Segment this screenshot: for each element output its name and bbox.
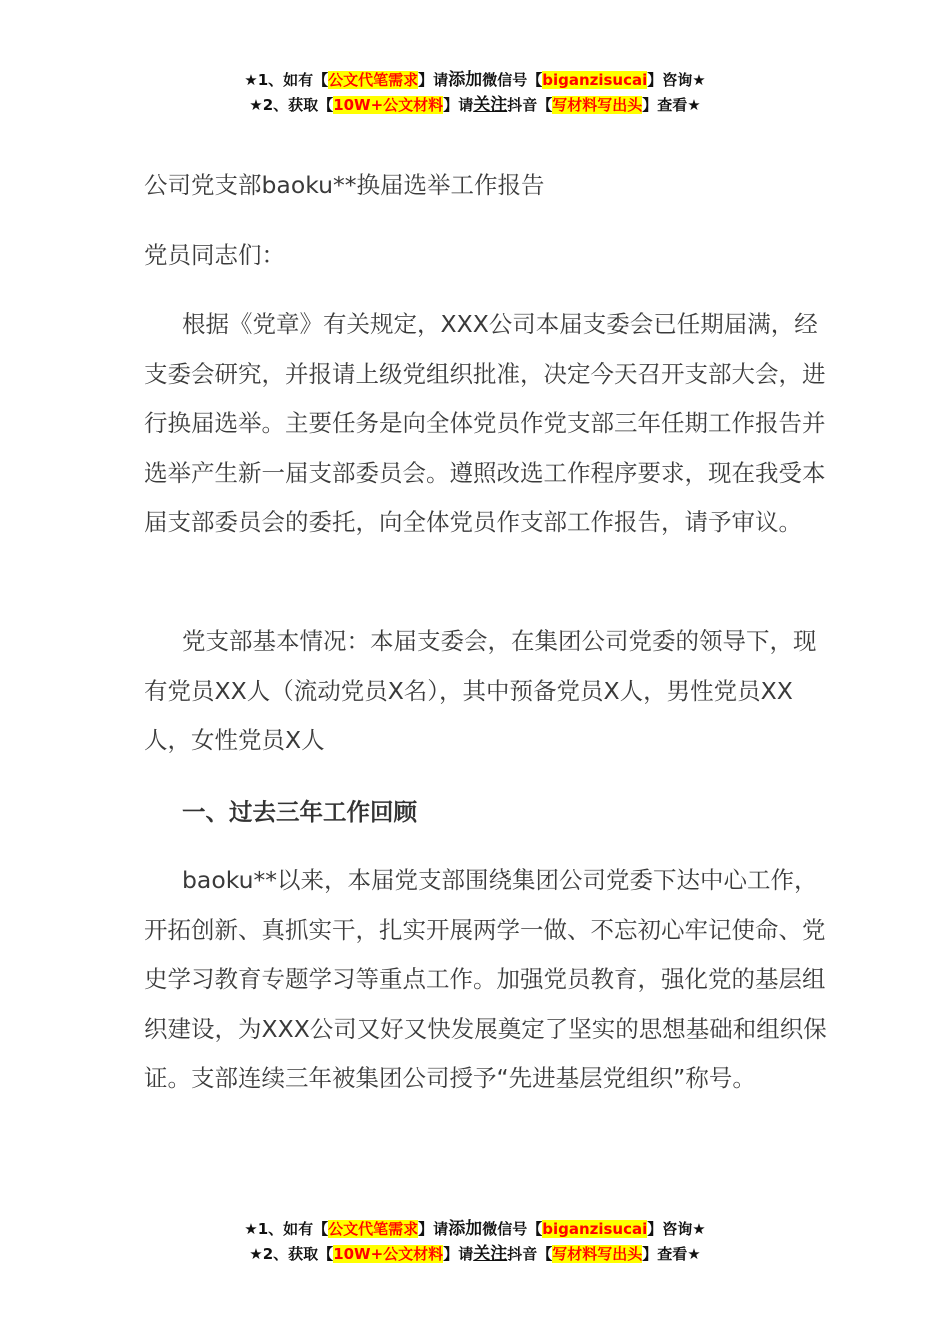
banner-line-1: ★1、如有【公文代笔需求】请添加微信号【biganzisucai】咨询★ [244,70,706,90]
banner-highlight-materials: 10W+公文材料 [333,1245,444,1263]
banner-wechat-id: biganzisucai [542,71,648,89]
paragraph-review: baoku**以来，本届党支部围绕集团公司党委下达中心工作，开拓创新、真抓实干，扎实开展两学一做、不忘初心牢记使命、党史学习教育专题学习等重点工作。加强党员教育，强化党的基层组织建设，为XXX公司又好又快发展奠定了坚实的思想基础和组织保证。支部连续三年被集团公司授予“先进基层党组织”称号。 [144,866,827,1093]
top-banner [0,68,950,118]
document-title: 公司党支部baoku**换届选举工作报告 [144,171,545,199]
banner-line-2: ★2、获取【10W+公文材料】请关注抖音【写材料写出头】查看★ [249,95,701,115]
banner-line-2: ★2、获取【10W+公文材料】请关注抖音【写材料写出头】查看★ [249,1244,701,1264]
banner-line-1: ★1、如有【公文代笔需求】请添加微信号【biganzisucai】咨询★ [244,1219,706,1239]
banner-highlight-service: 公文代笔需求 [328,71,419,89]
bottom-banner [0,1217,950,1267]
banner-highlight-materials: 10W+公文材料 [333,96,444,114]
paragraph-intro: 根据《党章》有关规定，XXX公司本届支委会已任期届满，经支委会研究，并报请上级党组织批准，决定今天召开支部大会，进行换届选举。主要任务是向全体党员作党支部三年任期工作报告并选举产生新一届支部委员会。遵照改选工作程序要求，现在我受本届支部委员会的委托，向全体党员作支部工作报告，请予审议。 [144,310,826,537]
greeting: 党员同志们： [144,241,285,269]
banner-highlight-service: 公文代笔需求 [328,1220,419,1238]
banner-douyin-account: 写材料写出头 [552,96,643,114]
banner-wechat-id: biganzisucai [542,1220,648,1238]
banner-douyin-account: 写材料写出头 [552,1245,643,1263]
section-heading-review: 一、过去三年工作回顾 [182,798,417,826]
paragraph-basic-info: 党支部基本情况：本届支委会，在集团公司党委的领导下，现有党员XX人（流动党员X名），其中预备党员X人，男性党员XX人，女性党员X人 [144,627,817,755]
